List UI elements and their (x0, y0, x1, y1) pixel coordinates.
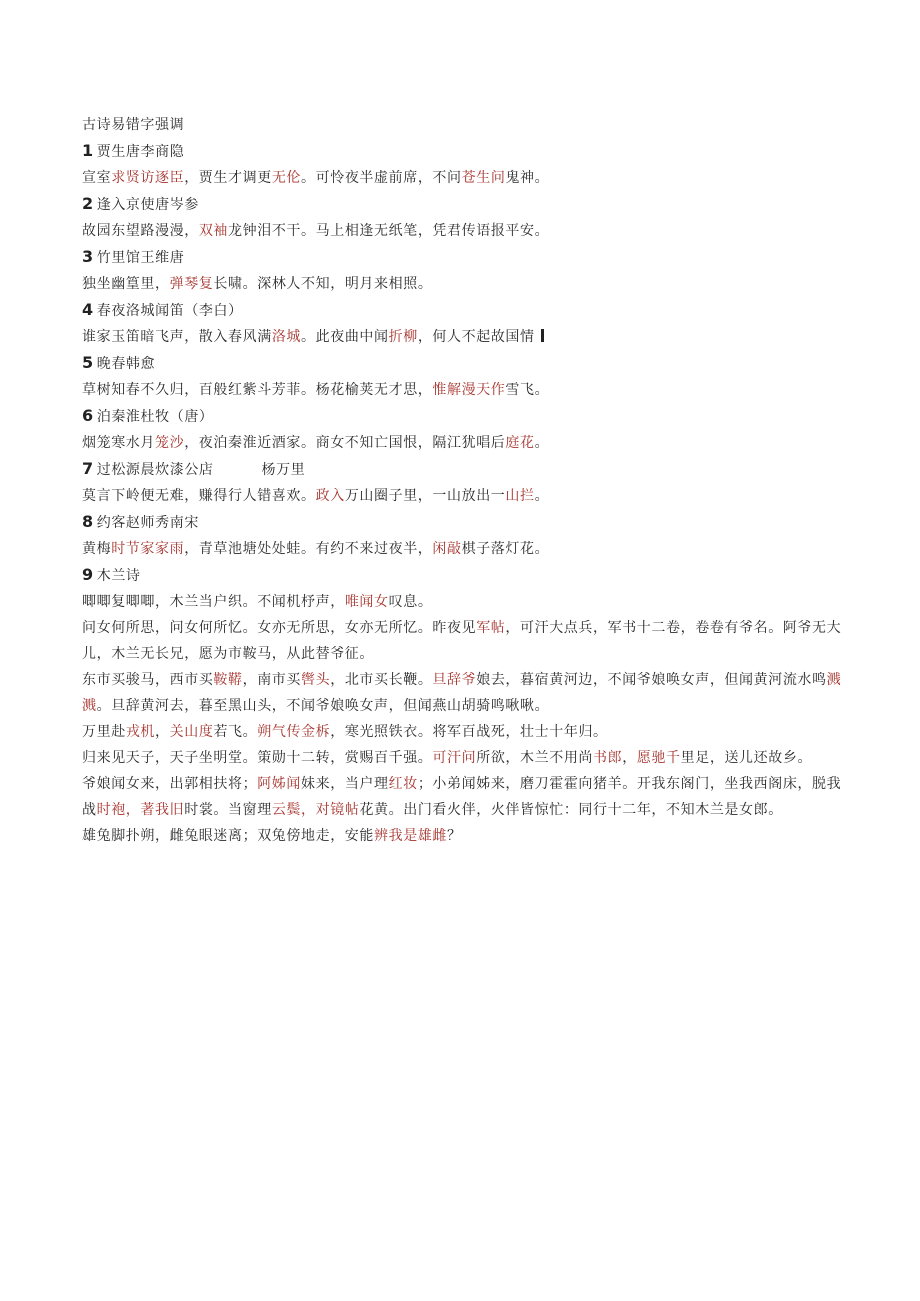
poem-text-line (82, 536, 842, 562)
text-segment: 。旦辞黄河去，暮至黑山头，不闻爷娘唤女声，但闻燕山胡骑鸣啾啾。 (96, 698, 550, 714)
poem-title: 约客赵师秀南宋 (96, 515, 199, 531)
poem-title: 晚春韩愈 (96, 356, 156, 372)
text-segment: 独坐幽篁里， (82, 276, 170, 292)
text-segment: 故园东望路漫漫， (82, 223, 199, 239)
text-segment: 烟笼寒水月 (82, 435, 155, 451)
text-cursor (541, 329, 544, 342)
poem-heading (82, 509, 842, 536)
poem-number: 3 (82, 247, 94, 266)
highlighted-error-prone-text: 双袖 (198, 223, 229, 239)
poem-text-line (82, 377, 842, 403)
text-segment: 雪飞。 (505, 382, 550, 398)
highlighted-error-prone-text: 政入 (315, 488, 345, 504)
text-segment: 时裳。当窗理 (184, 802, 272, 818)
text-segment: 雄兔脚扑朔，雌兔眼迷离；双兔傍地走，安能 (82, 828, 374, 844)
poem-heading (82, 403, 842, 430)
highlighted-error-prone-text: 辔头 (301, 672, 331, 688)
text-segment: 草树知春不久归，百般红紫斗芳菲。杨花榆荚无才思， (82, 382, 433, 398)
poem-heading (82, 562, 842, 589)
poem-author: 杨万里 (261, 462, 306, 478)
poem-title: 木兰诗 (96, 568, 141, 584)
poem-paragraph (82, 615, 842, 667)
text-segment: ，夜泊秦淮近酒家。商女不知亡国恨，隔江犹唱后 (184, 435, 506, 451)
text-segment: 。可怜夜半虚前席，不问 (301, 170, 462, 186)
text-segment: 万山圈子里，一山放出一 (344, 488, 506, 504)
poem-title: 竹里馆王维唐 (96, 250, 185, 266)
poem-text-line (82, 324, 842, 350)
poem-number: 9 (82, 565, 94, 584)
poem-paragraph (82, 771, 842, 823)
highlighted-error-prone-text: 鞍鞯 (213, 672, 243, 688)
document-body (82, 112, 842, 849)
poem-paragraph (82, 667, 842, 719)
text-segment: 归来见天子，天子坐明堂。策勋十二转，赏赐百千强。 (82, 750, 433, 766)
text-segment: ，北市买长鞭。 (330, 672, 433, 688)
text-segment: 黄梅 (82, 541, 112, 557)
poem-number: 1 (82, 141, 94, 160)
highlighted-error-prone-text: 红妆 (388, 776, 418, 792)
poem-paragraph (82, 745, 842, 771)
text-segment: 妹来，当户理 (301, 776, 389, 792)
poem-text-line (82, 483, 842, 509)
text-segment: 棋子落灯花。 (461, 541, 550, 557)
text-segment: ；小弟闻姊来，磨刀霍霍向猪羊。开我东阁门，坐我西阁床，脱我战 (82, 776, 842, 818)
poem-number: 5 (82, 353, 94, 372)
highlighted-error-prone-text: 辨我是雄雌 (374, 828, 447, 844)
highlighted-error-prone-text: 溅溅 (82, 672, 842, 714)
text-segment: ，寒光照铁衣。将军百战死，壮士十年归。 (330, 724, 608, 740)
poem-paragraph (82, 823, 842, 849)
text-segment: ， (622, 750, 637, 766)
poem-title: 过松源晨炊漆公店 (96, 462, 214, 478)
text-segment: 所欲，木兰不用尚 (476, 750, 594, 766)
poem-heading (82, 244, 842, 271)
poem-number: 2 (82, 194, 94, 213)
poem-number: 4 (82, 300, 94, 319)
highlighted-error-prone-text: 庭花 (505, 435, 535, 451)
poem-list (82, 138, 842, 849)
highlighted-error-prone-text: 时节家家雨 (111, 541, 185, 557)
text-segment: ，南市买 (242, 672, 302, 688)
highlighted-error-prone-text: 求贤访逐臣 (111, 170, 185, 186)
poem-heading (82, 297, 842, 324)
text-segment: 娘去，暮宿黄河边，不闻爷娘唤女声，但闻黄河流水鸣 (476, 672, 827, 688)
poem-text-line (82, 430, 842, 456)
highlighted-error-prone-text: 旦辞爷 (432, 672, 477, 688)
highlighted-error-prone-text: 阿姊闻 (257, 776, 302, 792)
text-segment: 若飞。 (213, 724, 258, 740)
highlighted-error-prone-text: 惟解漫天作 (432, 382, 506, 398)
text-segment: 宣室 (82, 170, 112, 186)
poem-heading (82, 138, 842, 165)
text-segment: ，何人不起故国情 (417, 329, 535, 345)
highlighted-error-prone-text: 戎机 (125, 724, 156, 740)
highlighted-error-prone-text: 洛城 (271, 329, 302, 345)
text-segment: ，贾生才调更 (184, 170, 272, 186)
text-segment: 叹息。 (388, 594, 433, 610)
text-segment: 东市买骏马，西市买 (82, 672, 214, 688)
poem-number: 7 (82, 459, 94, 478)
highlighted-error-prone-text: 山拦 (505, 488, 535, 504)
text-segment: 。 (534, 435, 550, 451)
text-segment: 谁家玉笛暗飞声，散入春风满 (82, 329, 272, 345)
document-title: 古诗易错字强调 (82, 117, 185, 133)
poem-paragraph (82, 589, 842, 615)
text-segment: 鬼神。 (505, 170, 550, 186)
poem-number: 6 (82, 406, 94, 425)
poem-title: 逢入京使唐岑参 (96, 197, 199, 213)
highlighted-error-prone-text: 书郎 (593, 750, 623, 766)
text-segment: 龙钟泪不干。马上相逢无纸笔，凭君传语报平安。 (228, 223, 550, 239)
text-segment: 莫言下岭便无难，赚得行人错喜欢。 (82, 488, 316, 504)
text-segment: 花黄。出门看火伴，火伴皆惊忙：同行十二年，不知木兰是女郎。 (359, 802, 783, 818)
poem-heading (82, 191, 842, 218)
highlighted-error-prone-text: 可汗问 (432, 750, 477, 766)
poem-title: 贾生唐李商隐 (96, 144, 185, 160)
text-segment: 。 (534, 488, 550, 504)
highlighted-error-prone-text: 弹琴复 (169, 276, 214, 292)
highlighted-error-prone-text: 关山度 (169, 724, 214, 740)
highlighted-error-prone-text: 唯闻女 (344, 594, 389, 610)
text-segment: 爷娘闻女来，出郭相扶将； (82, 776, 258, 792)
poem-text-line (82, 165, 842, 191)
highlighted-error-prone-text: 无伦 (271, 170, 302, 186)
poem-title: 春夜洛城闻笛（李白） (96, 303, 243, 319)
highlighted-error-prone-text: 愿驰千 (636, 750, 681, 766)
highlighted-error-prone-text: 折柳 (388, 329, 418, 345)
text-segment: 里足，送儿还故乡。 (680, 750, 813, 766)
poem-heading (82, 350, 842, 377)
poem-text-line (82, 271, 842, 297)
highlighted-error-prone-text: 笼沙 (155, 435, 185, 451)
text-segment: ，可汗大点兵，军书十二卷，卷卷有爷名。阿爷无大儿，木兰无长兄，愿为市鞍马，从此替爷征。 (82, 620, 842, 662)
text-segment: 长啸。深林人不知，明月来相照。 (213, 276, 433, 292)
text-segment: 唧唧复唧唧，木兰当户织。不闻机杼声， (82, 594, 345, 610)
highlighted-error-prone-text: 时袍，著我旧 (96, 802, 185, 818)
highlighted-error-prone-text: 苍生问 (461, 170, 506, 186)
poem-paragraph (82, 719, 842, 745)
text-segment: ？ (447, 828, 462, 844)
poem-number: 8 (82, 512, 94, 531)
text-segment: ，青草池塘处处蛙。有约不来过夜半， (184, 541, 433, 557)
text-segment: 万里赴 (82, 724, 126, 740)
text-segment: 。此夜曲中闻 (301, 329, 389, 345)
poem-text-line (82, 218, 842, 244)
highlighted-error-prone-text: 云鬓，对镜帖 (271, 802, 360, 818)
text-segment: ， (155, 724, 170, 740)
poem-title: 泊秦淮杜牧（唐） (96, 409, 214, 425)
poem-heading (82, 456, 842, 483)
highlighted-error-prone-text: 闲敲 (432, 541, 462, 557)
text-segment: 问女何所思，问女何所忆。女亦无所思，女亦无所忆。昨夜见 (82, 620, 477, 636)
highlighted-error-prone-text: 朔气传金柝 (257, 724, 331, 740)
highlighted-error-prone-text: 军帖 (476, 620, 506, 636)
